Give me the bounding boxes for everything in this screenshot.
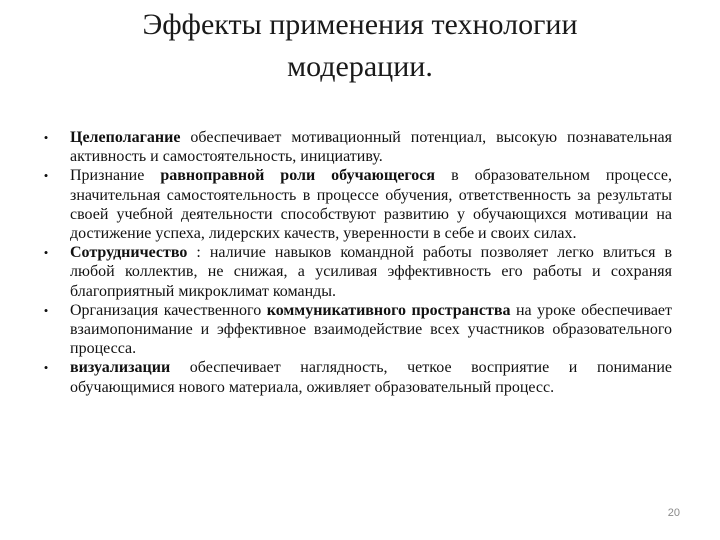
- page-number: 20: [667, 507, 680, 519]
- bullet-text: : наличие навыков командной работы позволяет легко влиться в любой коллектив, не снижая, а усиливая эффективность его работы и сохраняя благоприятный микроклимат команды.: [70, 244, 672, 300]
- bullet-text: в образовательном процессе, значительная самостоятельность в процессе обучения, ответственность за результаты своей учебной деятельности способствуют развитию у обучающихся мотивации на достижение успеха, лидерских качеств, уверенности в себе и своих силах.: [70, 167, 673, 243]
- bullet-dot: •: [43, 360, 49, 376]
- bullet-dot: •: [43, 130, 49, 145]
- bullet-item: [40, 243, 672, 301]
- bullet-text: на уроке обеспечивает взаимопонимание и эффективное взаимодействие всех участников образовательного процесса.: [70, 301, 673, 358]
- bullet-item: [40, 301, 672, 359]
- bullet-text-before: Признание: [70, 167, 161, 185]
- bullet-bold-term: Сотрудничество: [70, 244, 188, 262]
- bullet-dot: •: [43, 168, 49, 184]
- bullet-bold-term: Целеполагание: [70, 129, 181, 146]
- slide-title: Эффекты применения технологии модерации.: [142, 8, 578, 83]
- bullet-text: обеспечивает мотивационный потенциал, высокую познавательная активность и самостоятельность, инициативу.: [70, 129, 672, 166]
- bullet-dot: •: [43, 245, 49, 261]
- bullet-item: [40, 358, 672, 396]
- bullet-text-before: Организация качественного: [70, 301, 267, 319]
- bullet-dot: •: [43, 302, 49, 318]
- bullet-bold-term: равноправной роли обучающегося: [160, 167, 436, 185]
- bullet-bold-term: коммуникативного пространства: [266, 301, 511, 319]
- bullet-bold-term: визуализации: [70, 359, 171, 377]
- bullet-text: обеспечивает наглядность, четкое восприятие и понимание обучающимися нового материала, оживляет образовательный процесс.: [70, 359, 672, 396]
- bullet-item: [40, 166, 672, 243]
- bullet-item: [40, 128, 672, 166]
- bullet-list: [40, 128, 672, 397]
